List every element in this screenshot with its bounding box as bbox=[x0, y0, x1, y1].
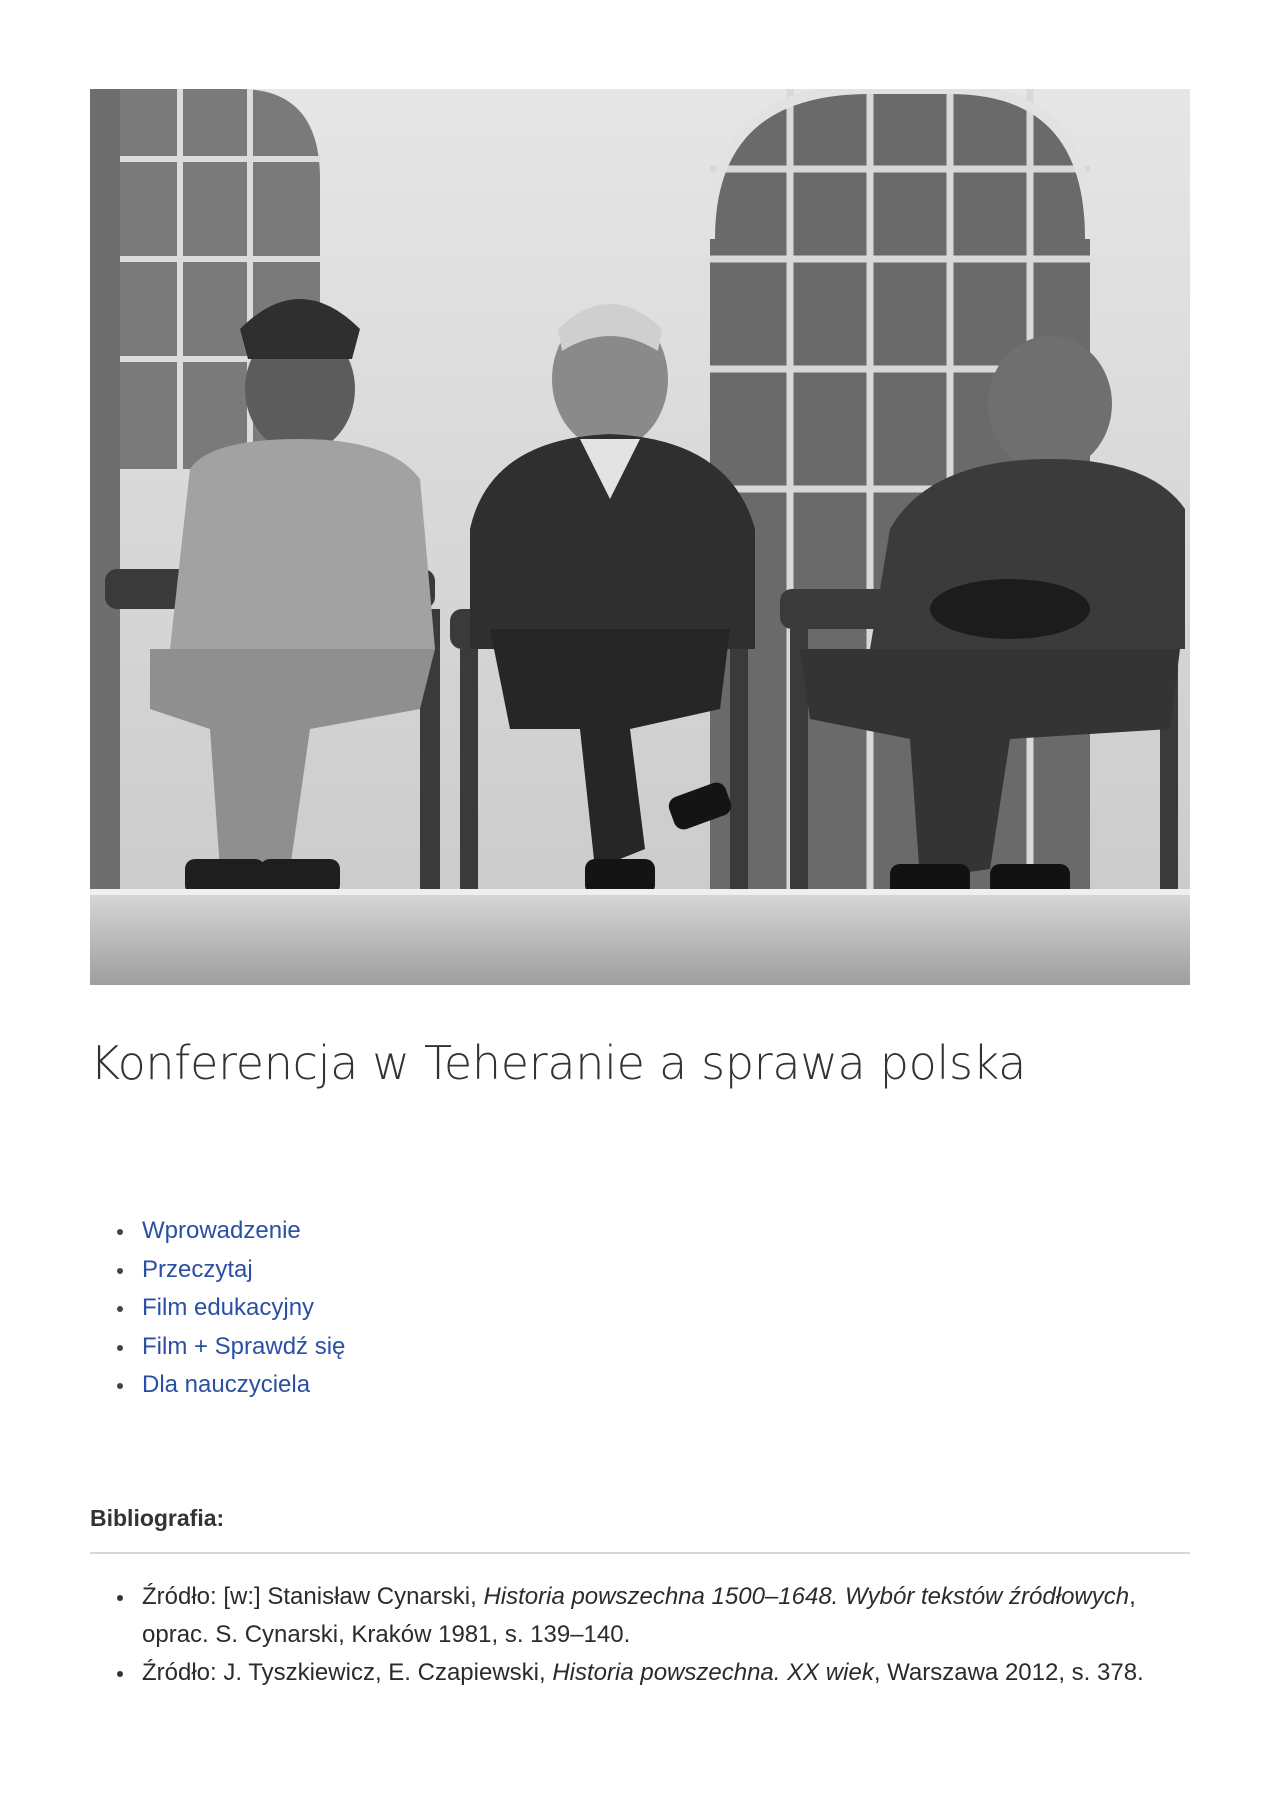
teheran-conference-photo bbox=[90, 89, 1190, 985]
bibliography-list bbox=[90, 1578, 1190, 1692]
bibliography-entry-prefix: Źródło: [w:] Stanisław Cynarski, bbox=[142, 1583, 484, 1610]
bibliography-entry-prefix: Źródło: J. Tyszkiewicz, E. Czapiewski, bbox=[142, 1659, 553, 1686]
nav-link-dla-nauczyciela[interactable]: Dla nauczyciela bbox=[142, 1371, 311, 1398]
nav-item-film-edukacyjny bbox=[142, 1289, 345, 1328]
nav-item-dla-nauczyciela bbox=[142, 1366, 345, 1405]
nav-link-film-sprawdz-sie[interactable]: Film + Sprawdź się bbox=[142, 1332, 346, 1360]
bibliography-entry bbox=[142, 1578, 1190, 1654]
bibliography-divider bbox=[90, 1552, 1190, 1554]
nav-item-przeczytaj bbox=[142, 1251, 345, 1290]
bibliography-entry-title: Historia powszechna 1500–1648. Wybór tekstów źródłowych bbox=[483, 1583, 1130, 1610]
nav-link-wprowadzenie[interactable]: Wprowadzenie bbox=[142, 1217, 301, 1244]
page-title: Konferencja w Teheranie a sprawa polska bbox=[90, 1036, 1027, 1090]
nav-item-film-sprawdz-sie bbox=[142, 1328, 345, 1367]
bibliography-entry bbox=[142, 1654, 1190, 1692]
section-navigation bbox=[90, 1212, 345, 1405]
bibliography-entry-title: Historia powszechna. XX wiek bbox=[552, 1659, 874, 1686]
bibliography-entry-suffix: , oprac. S. Cynarski, Kraków 1981, s. 139–140. bbox=[142, 1583, 1136, 1648]
nav-link-film-edukacyjny[interactable]: Film edukacyjny bbox=[142, 1294, 315, 1321]
bibliography-heading: Bibliografia: bbox=[90, 1505, 225, 1531]
bibliography-entry-suffix: , Warszawa 2012, s. 378. bbox=[873, 1659, 1144, 1686]
photo-illustration bbox=[90, 89, 1190, 985]
nav-item-wprowadzenie bbox=[142, 1212, 345, 1251]
nav-link-przeczytaj[interactable]: Przeczytaj bbox=[142, 1255, 253, 1283]
